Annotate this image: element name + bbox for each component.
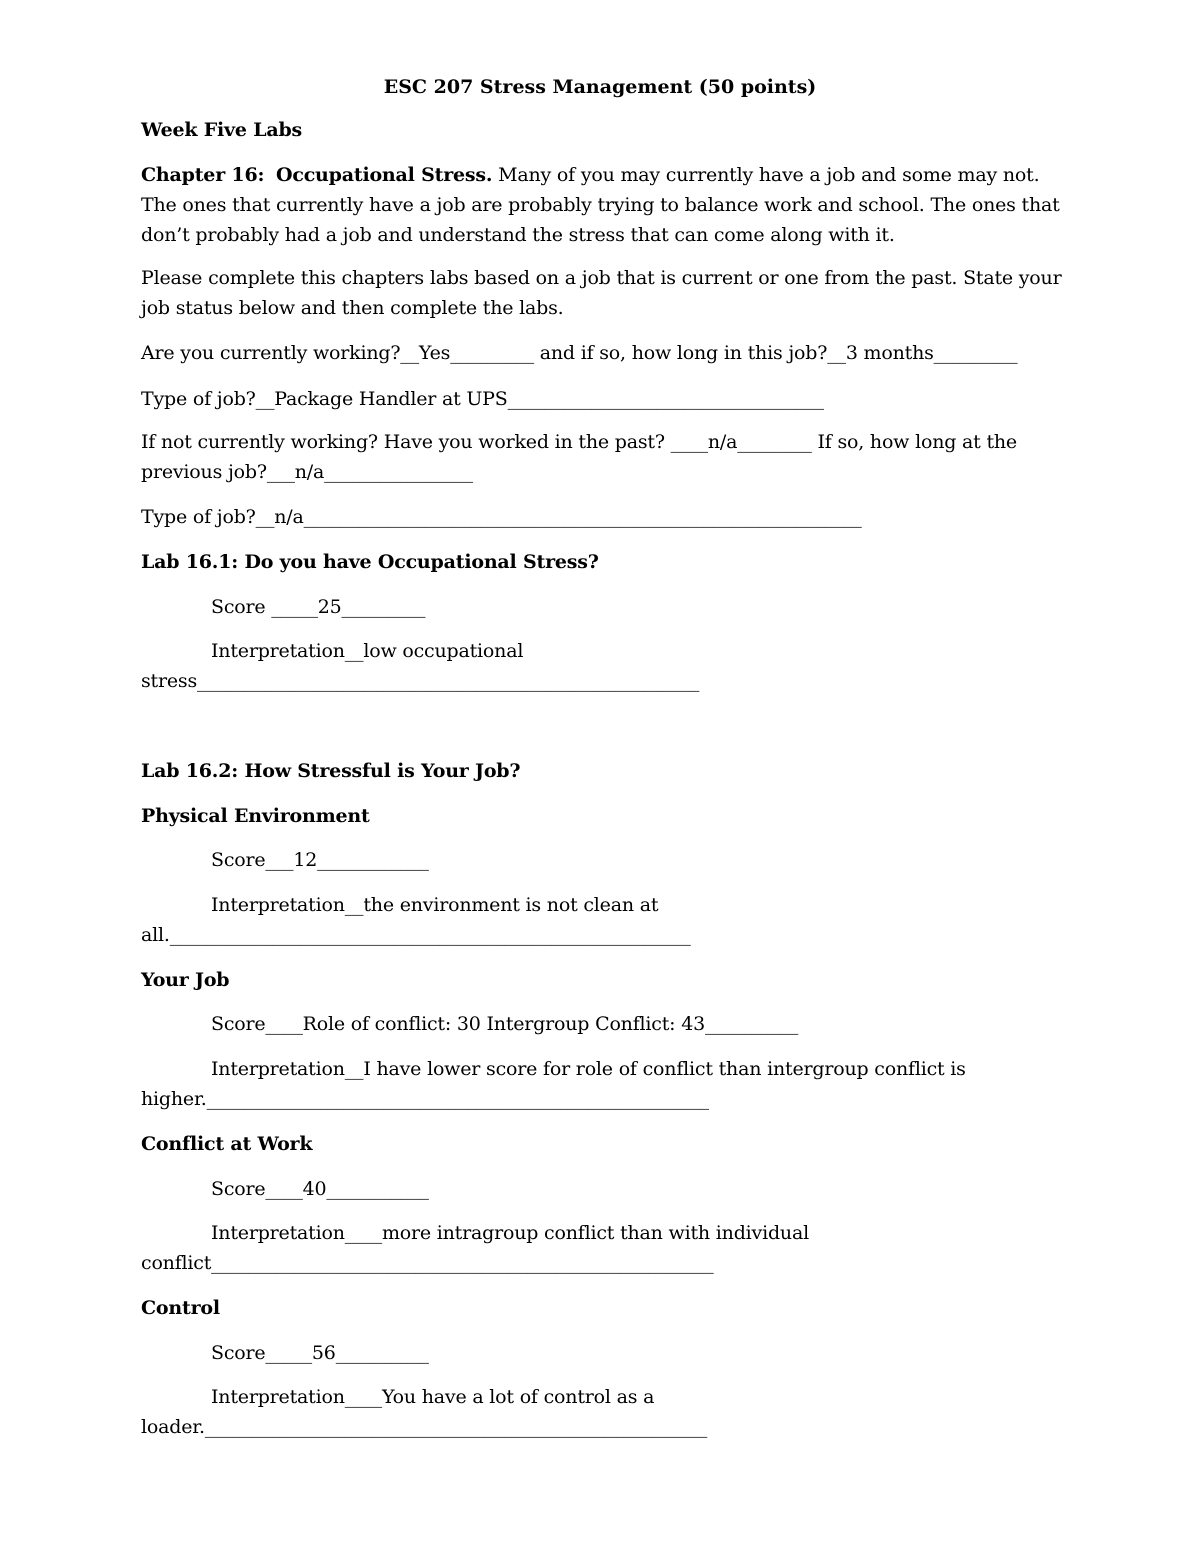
chapter-label: Chapter 16: <box>141 164 265 186</box>
conflict-at-work-interpretation-1: Interpretation____more intragroup conflict than with individual <box>211 1222 809 1244</box>
intro-text-3: don’t probably had a job and understand the stress that can come along with it. <box>141 224 895 246</box>
physical-environment-interpretation-2: all.________________________________________________________ <box>141 924 691 946</box>
conflict-at-work-score: Score____40___________ <box>211 1178 429 1200</box>
physical-environment-heading: Physical Environment <box>141 805 370 827</box>
question-type-of-job: Type of job?__Package Handler at UPS__________________________________ <box>141 388 824 410</box>
week-heading: Week Five Labs <box>141 119 303 141</box>
document-title: ESC 207 Stress Management (50 points) <box>383 76 817 98</box>
your-job-interpretation-1: Interpretation__I have lower score for role of conflict than intergroup conflict is <box>211 1058 966 1080</box>
conflict-at-work-interpretation-2: conflict______________________________________________________ <box>141 1252 714 1274</box>
control-interpretation-1: Interpretation____You have a lot of control as a <box>211 1386 655 1408</box>
conflict-at-work-heading: Conflict at Work <box>141 1133 313 1155</box>
lab-16-2-heading: Lab 16.2: How Stressful is Your Job? <box>141 760 521 782</box>
physical-environment-interpretation-1: Interpretation__the environment is not clean at <box>211 894 659 916</box>
instructions-2: job status below and then complete the labs. <box>141 297 564 319</box>
control-heading: Control <box>141 1297 220 1319</box>
lab-16-1-score: Score _____25_________ <box>211 596 426 618</box>
control-score: Score_____56__________ <box>211 1342 429 1364</box>
intro-text-2: The ones that currently have a job are probably trying to balance work and school. The ones that <box>141 194 1060 216</box>
question-past-work-1: If not currently working? Have you worked in the past? ____n/a________ If so, how long at the <box>141 431 1017 453</box>
control-interpretation-2: loader.______________________________________________________ <box>141 1416 708 1438</box>
chapter-topic: Occupational Stress. <box>275 164 493 186</box>
lab-16-1-interpretation-2: stress______________________________________________________ <box>141 670 700 692</box>
lab-16-1-heading: Lab 16.1: Do you have Occupational Stress? <box>141 551 599 573</box>
question-currently-working: Are you currently working?__Yes_________ and if so, how long in this job?__3 months_________ <box>141 342 1018 364</box>
physical-environment-score: Score___12____________ <box>211 849 429 871</box>
your-job-score: Score____Role of conflict: 30 Intergroup Conflict: 43__________ <box>211 1013 798 1035</box>
your-job-heading: Your Job <box>141 969 230 991</box>
question-type-of-past-job: Type of job?__n/a____________________________________________________________ <box>141 506 862 528</box>
question-past-work-2: previous job?___n/a________________ <box>141 461 473 483</box>
intro-text-1: Many of you may currently have a job and some may not. <box>498 164 1040 186</box>
chapter-intro-line-1 <box>141 160 1039 190</box>
instructions-1: Please complete this chapters labs based on a job that is current or one from the past. State your <box>141 267 1062 289</box>
your-job-interpretation-2: higher.______________________________________________________ <box>141 1088 709 1110</box>
lab-16-1-interpretation-1: Interpretation__low occupational <box>211 640 524 662</box>
